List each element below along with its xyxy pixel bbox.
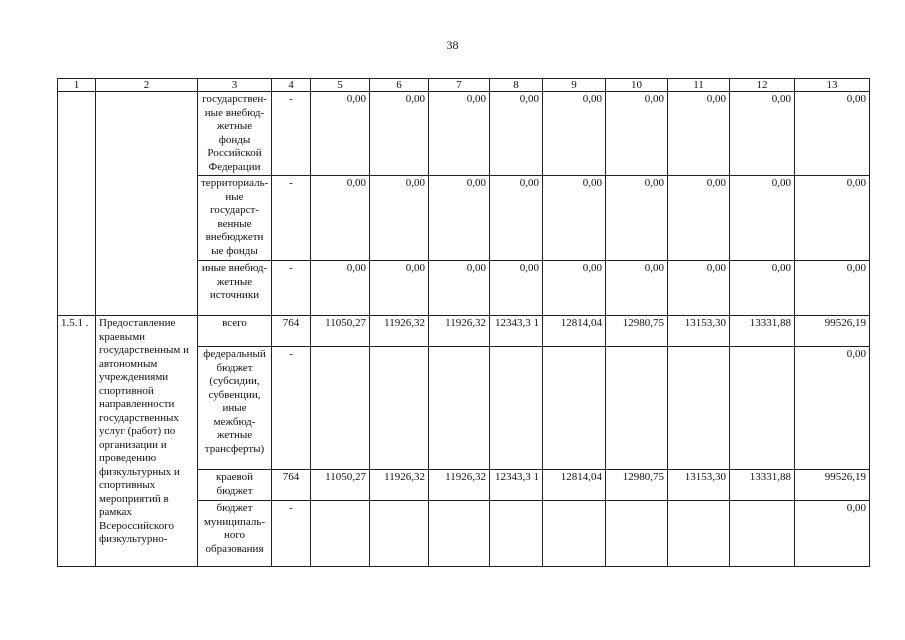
value-cell: 0,00 <box>730 261 795 316</box>
value-cell: 0,00 <box>606 176 668 261</box>
code-cell: - <box>272 92 311 176</box>
column-header: 7 <box>429 79 490 92</box>
value-cell: 0,00 <box>429 261 490 316</box>
value-cell: 13331,88 <box>730 316 795 347</box>
value-cell: 0,00 <box>429 176 490 261</box>
code-cell: - <box>272 347 311 470</box>
value-cell: 0,00 <box>311 92 370 176</box>
value-cell: 0,00 <box>730 176 795 261</box>
value-cell: 0,00 <box>311 261 370 316</box>
value-cell <box>668 501 730 567</box>
item-name-cell: Предоставление краевыми государственным и автономным учреждениями спортивной направленности государственных услуг (работ) по организации и проведению физкультурных и спортивных мероприятий в рамках Всероссийского физкультурно- <box>96 316 198 567</box>
column-number-row <box>58 79 870 92</box>
value-cell: 12814,04 <box>543 470 606 501</box>
value-cell: 11926,32 <box>370 470 429 501</box>
column-header: 4 <box>272 79 311 92</box>
column-header: 3 <box>198 79 272 92</box>
value-cell: 0,00 <box>795 501 870 567</box>
value-cell: 11050,27 <box>311 316 370 347</box>
value-cell <box>370 347 429 470</box>
funding-source-cell: федеральный бюджет (субсидии, субвенции, иные межбюд-жетные трансферты) <box>198 347 272 470</box>
value-cell <box>490 501 543 567</box>
funding-source-cell: краевой бюджет <box>198 470 272 501</box>
value-cell: 0,00 <box>490 92 543 176</box>
column-header: 1 <box>58 79 96 92</box>
funding-source-cell: всего <box>198 316 272 347</box>
value-cell: 0,00 <box>606 92 668 176</box>
value-cell: 0,00 <box>606 261 668 316</box>
funding-source-cell: иные внебюд-жетные источники <box>198 261 272 316</box>
funding-source-cell: бюджет муниципаль-ного образования <box>198 501 272 567</box>
column-header: 5 <box>311 79 370 92</box>
value-cell: 13153,30 <box>668 470 730 501</box>
value-cell <box>370 501 429 567</box>
value-cell <box>730 347 795 470</box>
value-cell: 0,00 <box>668 92 730 176</box>
value-cell <box>429 347 490 470</box>
value-cell: 0,00 <box>668 261 730 316</box>
value-cell: 99526,19 <box>795 316 870 347</box>
column-header: 12 <box>730 79 795 92</box>
code-cell: - <box>272 261 311 316</box>
value-cell: 12980,75 <box>606 316 668 347</box>
value-cell: 0,00 <box>370 92 429 176</box>
value-cell: 11926,32 <box>429 470 490 501</box>
value-cell: 0,00 <box>795 261 870 316</box>
column-header: 13 <box>795 79 870 92</box>
item-number-cell: 1.5.1 . <box>58 316 96 567</box>
funding-source-cell: государствен-ные внебюд-жетные фонды Российской Федерации <box>198 92 272 176</box>
column-header: 10 <box>606 79 668 92</box>
budget-table <box>57 78 870 567</box>
value-cell: 0,00 <box>730 92 795 176</box>
value-cell <box>730 501 795 567</box>
value-cell: 11050,27 <box>311 470 370 501</box>
value-cell: 0,00 <box>311 176 370 261</box>
column-header: 6 <box>370 79 429 92</box>
value-cell: 0,00 <box>543 261 606 316</box>
funding-source-cell: территориаль-ные государст-венные внебюджетн ые фонды <box>198 176 272 261</box>
value-cell <box>543 501 606 567</box>
value-cell <box>311 501 370 567</box>
value-cell: 12814,04 <box>543 316 606 347</box>
value-cell: 0,00 <box>370 261 429 316</box>
value-cell: 0,00 <box>370 176 429 261</box>
column-header: 8 <box>490 79 543 92</box>
column-header: 11 <box>668 79 730 92</box>
value-cell: 99526,19 <box>795 470 870 501</box>
value-cell <box>606 501 668 567</box>
value-cell <box>543 347 606 470</box>
value-cell: 12980,75 <box>606 470 668 501</box>
value-cell: 0,00 <box>795 92 870 176</box>
value-cell <box>668 347 730 470</box>
item-name-cell <box>96 92 198 316</box>
value-cell: 0,00 <box>543 92 606 176</box>
value-cell: 0,00 <box>490 176 543 261</box>
value-cell: 0,00 <box>668 176 730 261</box>
value-cell <box>429 501 490 567</box>
value-cell: 0,00 <box>795 176 870 261</box>
value-cell: 13331,88 <box>730 470 795 501</box>
value-cell <box>606 347 668 470</box>
value-cell: 11926,32 <box>370 316 429 347</box>
value-cell: 12343,3 1 <box>490 316 543 347</box>
column-header: 2 <box>96 79 198 92</box>
value-cell: 0,00 <box>490 261 543 316</box>
value-cell: 0,00 <box>543 176 606 261</box>
item-number-cell <box>58 92 96 316</box>
value-cell <box>490 347 543 470</box>
code-cell: - <box>272 176 311 261</box>
value-cell: 0,00 <box>795 347 870 470</box>
code-cell: 764 <box>272 316 311 347</box>
value-cell: 13153,30 <box>668 316 730 347</box>
code-cell: - <box>272 501 311 567</box>
page-number: 38 <box>446 38 459 52</box>
value-cell: 0,00 <box>429 92 490 176</box>
value-cell <box>311 347 370 470</box>
code-cell: 764 <box>272 470 311 501</box>
table-row <box>58 316 870 347</box>
table-row <box>58 92 870 176</box>
value-cell: 12343,3 1 <box>490 470 543 501</box>
column-header: 9 <box>543 79 606 92</box>
value-cell: 11926,32 <box>429 316 490 347</box>
